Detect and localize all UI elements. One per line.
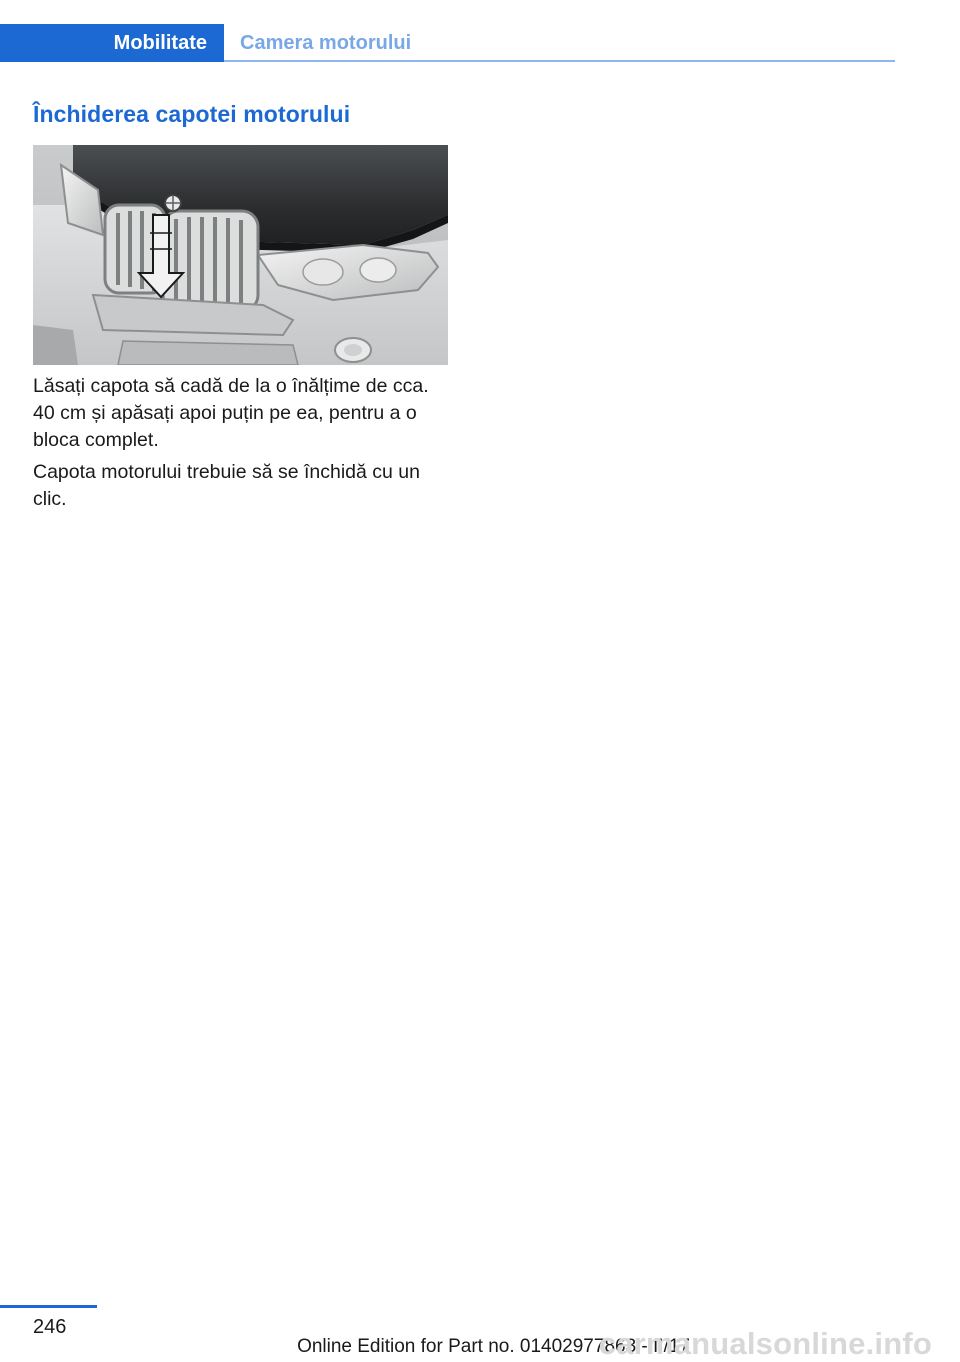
edition-note: Online Edition for Part no. 01402977863 - II/17: [297, 1336, 690, 1357]
note-paragraph: Capota motorului trebuie să se închidă cu un clic.: [33, 461, 420, 510]
car-hood-closing-illustration: [33, 145, 448, 365]
footer-divider: [0, 1305, 97, 1308]
chapter-tab: Mobilitate: [0, 24, 224, 62]
page-header: [0, 0, 895, 62]
page-number: 246: [33, 1316, 67, 1338]
instruction-paragraph: Lăsați capota să cadă de la o înălțime de cca. 40 cm și apăsați apoi puțin pe ea, pentru a o bloca complet.: [33, 375, 429, 451]
header-divider: [224, 60, 895, 62]
page-title: Închiderea capotei motorului: [33, 101, 351, 127]
watermark: carmanualsonline.info: [598, 1326, 932, 1361]
section-title: Camera motorului: [240, 32, 412, 54]
